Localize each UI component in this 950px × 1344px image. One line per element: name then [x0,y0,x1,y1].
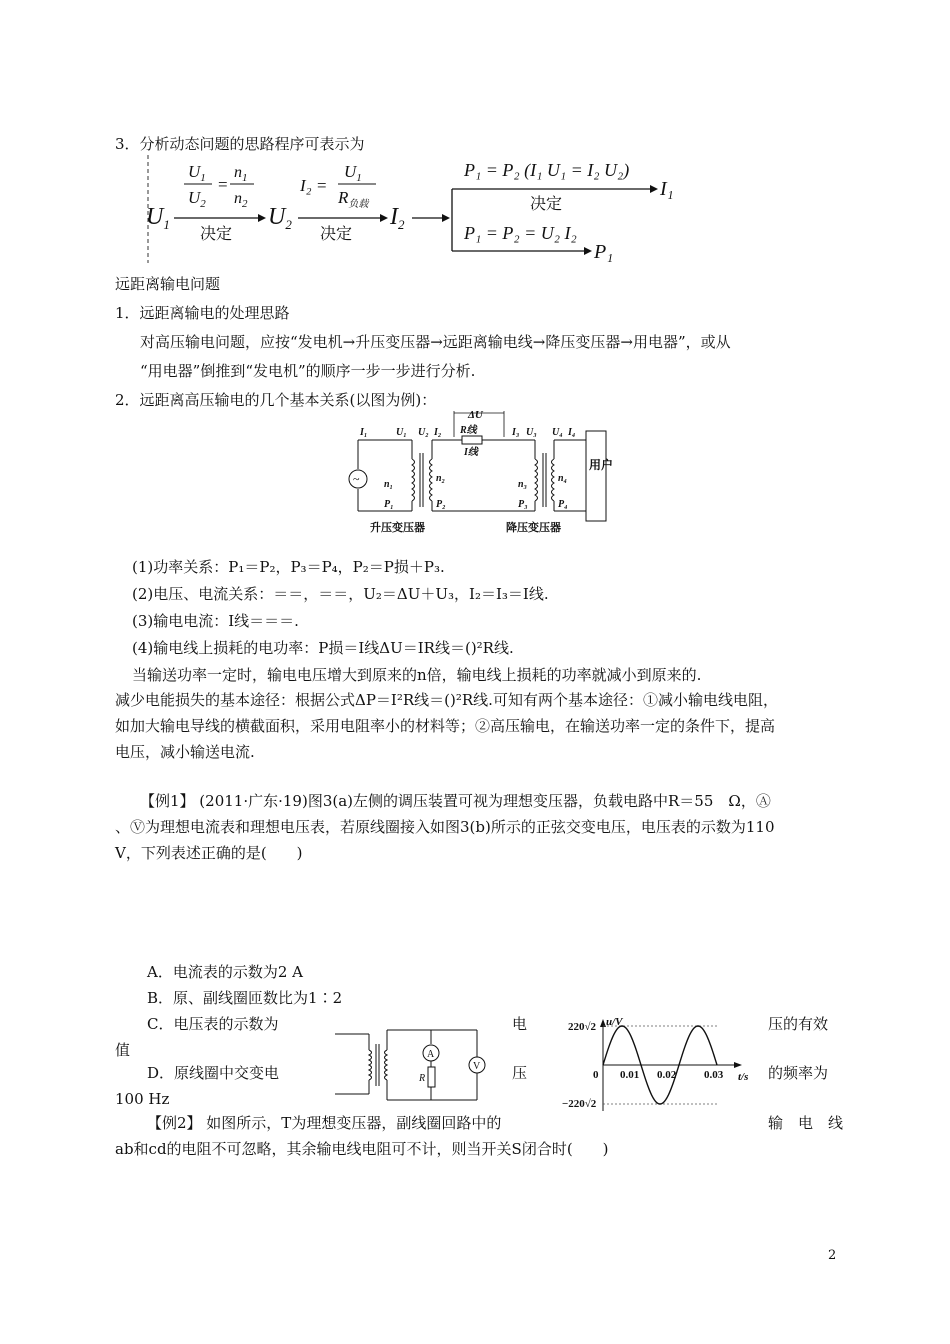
option-d-mid: 压 [512,1064,528,1082]
option-c-wrap: 值 [115,1041,131,1059]
flow-p1-out: P₁ [594,241,614,263]
svg-text:V: V [473,1061,481,1072]
flow-decide-1: 决定 [200,226,233,243]
coil-n4 [552,459,555,501]
x-tick-label: 0.03 [704,1069,724,1081]
top-label: I₄ [568,427,576,438]
top-label: U₂ [418,427,429,438]
power-label: P₁ [384,499,394,510]
i-line-label: I线 [464,447,478,458]
user-box [586,431,606,521]
x-tick-label: 0.01 [620,1069,640,1081]
power-label: P₄ [558,499,568,510]
flow-decide-3: 决定 [530,196,563,213]
flow-diagram [140,155,700,265]
option-c-left: C．电压表的示数为 [147,1015,279,1033]
step-up-label: 升压变压器 [370,522,425,534]
figure-a-circuit [335,1022,495,1106]
delta-u-label: ΔU [468,409,483,421]
top-label: U₄ [552,427,563,438]
reduce-line-2: 如加大输电导线的横截面积，采用电阻率小的材料等；②高压输电，在输送功率一定的条件下，提高 [115,717,776,735]
y-bottom-label: −220√2 [562,1098,597,1110]
flow-p-bottom: P₁ = P₂ = U₂ I₂ [464,223,577,243]
flow-frac-n2: $n_2$ [234,190,248,210]
flow-i2: $I_2$ [390,204,405,232]
svg-text:~: ~ [353,472,360,486]
flow-frac-u1b: $U_1$ [344,162,362,184]
example1-line1: 【例1】 (2011·广东·19)图3(a)左侧的调压装置可视为理想变压器，负载电路中R＝55 Ω，Ⓐ [140,792,771,810]
x-tick-label: 0.02 [657,1069,677,1081]
flow-eq: = [218,175,228,194]
item2-title: 2．远距离高压输电的几个基本关系(以图为例)： [115,391,437,409]
line-resistor [462,436,482,444]
r-line-label: R线 [460,425,477,436]
example1-line3: V，下列表述正确的是( ) [115,844,303,862]
section-3-title: 3．分析动态问题的思路程序可表示为 [115,135,365,153]
option-d-left: D．原线圈中交变电 [147,1064,280,1082]
coil-label: n₁ [384,479,394,490]
step-down-label: 降压变压器 [506,522,561,534]
flow-frac-u2: $U_2$ [188,188,206,210]
y-axis-label: u/V [606,1016,623,1028]
user-label: 用户 [589,458,614,472]
page-number: 2 [828,1248,837,1263]
coil-label: n₃ [518,479,528,490]
item1-line1: 对高压输电问题，应按“发电机→升压变压器→远距离输电线→降压变压器→用电器”，或从 [140,333,731,351]
flow-frac-n1: $n_1$ [234,164,248,184]
example1-line2: 、Ⓥ为理想电流表和理想电压表，若原线圈接入如图3(b)所示的正弦交变电压，电压表的示数为110 [115,818,775,836]
option-c-right: 压的有效 [768,1015,829,1033]
flow-frac-r: $R_{负载}$ [338,188,369,210]
heading-long-distance: 远距离输电问题 [115,275,221,293]
relation-2: (2)电压、电流关系：＝＝，＝＝，U₂＝ΔU＋U₃，I₂＝I₃＝I线. [132,585,549,603]
flow-p-top: P₁ = P₂ (I₁ U₁ = I₂ U₂) [464,160,630,180]
power-label: P₂ [436,499,446,510]
option-c-mid: 电 [512,1015,528,1033]
option-a: A．电流表的示数为2 A [147,963,303,981]
top-label: I₂ [434,427,442,438]
flow-decide-2: 决定 [320,226,353,243]
flow-u2: $U_2$ [268,204,292,232]
figure-b-graph [562,1015,762,1115]
relation-1: (1)功率关系：P₁＝P₂，P₃＝P₄，P₂＝P损＋P₃. [132,558,445,576]
flow-i2-eq: I₂ = [300,176,328,195]
top-label: U₁ [396,427,407,438]
reduce-line-1: 减少电能损失的基本途径：根据公式ΔP＝I²R线＝()²R线.可知有两个基本途径：①减小输电线电阻， [115,691,778,709]
example2-left: 【例2】 如图所示，T为理想变压器，副线圈回路中的 [147,1114,502,1132]
y-top-label: 220√2 [568,1021,597,1033]
option-d-wrap: 100 Hz [115,1090,170,1108]
svg-text:A: A [427,1049,435,1060]
coil-label: n₄ [558,473,568,484]
option-b: B．原、副线圈匝数比为1∶2 [147,989,343,1007]
transmission-circuit [340,403,614,538]
example2-right: 输 电 线 [768,1114,844,1132]
top-label: U₃ [526,427,537,438]
resistor-icon [428,1067,435,1087]
item1-title: 1．远距离输电的处理思路 [115,304,290,322]
relation-3: (3)输电电流：I线＝＝＝. [132,612,299,630]
coil-n1 [412,459,415,501]
example2-line2: ab和cd的电阻不可忽略，其余输电线电阻可不计，则当开关S闭合时( ) [115,1140,609,1158]
x-axis-label: t/s [738,1071,749,1083]
item1-line2: “用电器”倒推到“发电机”的顺序一步一步进行分析. [140,362,476,380]
reduce-line-3: 电压，减小输送电流. [115,743,255,761]
option-d-right: 的频率为 [768,1064,829,1082]
svg-text:R: R [419,1073,426,1084]
power-label: P₃ [518,499,528,510]
coil-n3 [535,459,538,501]
flow-i1-out: I₁ [660,178,674,200]
flow-u1: $U_1$ [146,204,170,232]
origin-label: 0 [593,1069,599,1081]
flow-frac-u1: $U_1$ [188,162,206,184]
coil-label: n₂ [436,473,446,484]
coil-n2 [430,459,433,501]
top-label: I₁ [360,427,368,438]
relation-4: (4)输电线上损耗的电功率：P损＝I线ΔU＝IR线＝()²R线. [132,639,514,657]
paragraph-n-times: 当输送功率一定时，输电电压增大到原来的n倍，输电线上损耗的功率就减小到原来的. [132,666,702,684]
top-label: I₃ [512,427,520,438]
